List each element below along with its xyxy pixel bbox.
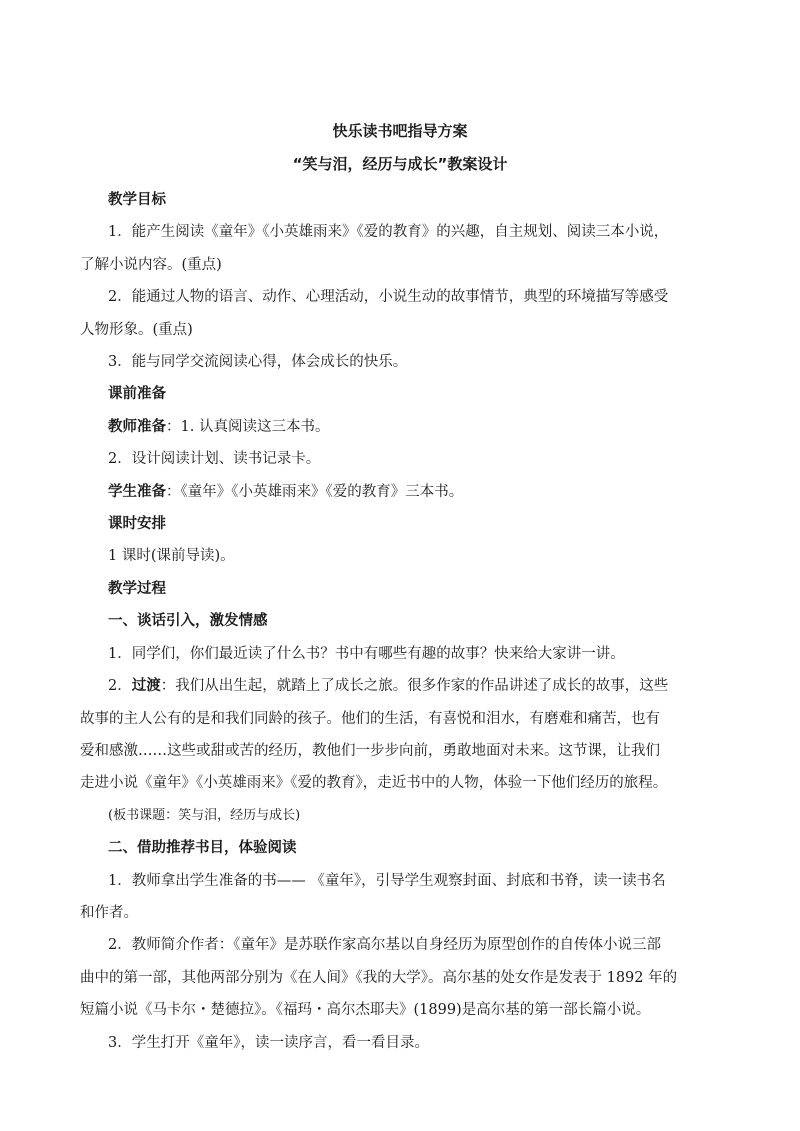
subheading-reading: 二、借助推荐书目，体验阅读: [108, 840, 297, 857]
process-2-line-1: [108, 670, 748, 702]
student-prep-text: ：《童年》《小英雄雨来》《爱的教育》三本书。: [166, 483, 464, 500]
reading-2-line-2: 曲中的第一部，其他两部分别为《在人间》《我的大学》。高尔基的处女作是发表于 1892 年的: [80, 969, 678, 986]
reading-2-line-3: 短篇小说《马卡尔・楚德拉》。《福玛・高尔杰耶夫》(1899)是高尔基的第一部长篇小说。: [80, 1002, 651, 1019]
heading-teaching-goals: 教学目标: [108, 192, 166, 208]
teacher-prep-2: 2．设计阅读计划、读书记录卡。: [108, 451, 321, 468]
board-title-note: (板书课题：笑与泪，经历与成长): [108, 807, 301, 823]
schedule-text: 1 课时(课前导读)。: [108, 548, 235, 565]
goal-2-line-2: 人物形象。(重点): [80, 321, 193, 338]
teacher-prep-label: 教师准备: [108, 418, 166, 435]
process-2-line-2: 故事的主人公有的是和我们同龄的孩子。他们的生活，有喜悦和泪水，有磨难和痛苦，也有: [80, 710, 660, 727]
process-2-line-3: 爱和感激……这些或甜或苦的经历，教他们一步步向前，勇敢地面对未来。这节课，让我们: [80, 742, 660, 759]
heading-schedule: 课时安排: [108, 516, 166, 533]
heading-preparation: 课前准备: [108, 386, 166, 403]
subheading-intro: 一、谈话引入，激发情感: [108, 613, 268, 630]
doc-body: [80, 184, 748, 1059]
doc-subtitle: “笑与泪，经历与成长”教案设计: [292, 155, 508, 173]
reading-2-line-1: 2．教师简介作者：《童年》是苏联作家高尔基以自身经历为原型创作的自传体小说三部: [108, 937, 661, 954]
student-prep-label: 学生准备: [108, 483, 166, 500]
reading-1-line-1: 1．教师拿出学生准备的书—— 《童年》，引导学生观察封面、封底和书脊，读一读书名: [108, 872, 666, 889]
transition-label: 过渡: [131, 678, 161, 695]
goal-1-line-2: 了解小说内容。(重点): [80, 256, 222, 273]
process-1: 1．同学们，你们最近读了什么书？书中有哪些有趣的故事？快来给大家讲一讲。: [108, 645, 625, 662]
reading-1-line-2: 和作者。: [80, 904, 138, 921]
goal-2-line-1: 2．能通过人物的语言、动作、心理活动，小说生动的故事情节，典型的环境描写等感受: [108, 289, 669, 306]
student-prep: [108, 476, 748, 508]
goal-3: 3．能与同学交流阅读心得，体会成长的快乐。: [108, 354, 408, 371]
process-2-line-4: 走进小说《童年》《小英雄雨来》《爱的教育》，走近书中的人物，体验一下他们经历的旅程。: [80, 775, 668, 792]
doc-title: 快乐读书吧指导方案: [332, 122, 468, 140]
teacher-prep: [108, 411, 748, 443]
process-2-text: ：我们从出生起，就踏上了成长之旅。很多作家的作品讲述了成长的故事，这些: [160, 678, 669, 695]
heading-process: 教学过程: [108, 580, 166, 597]
goal-1-line-1: 1．能产生阅读《童年》《小英雄雨来》《爱的教育》的兴趣，自主规划、阅读三本小说，: [108, 224, 669, 241]
teacher-prep-text: ：1. 认真阅读这三本书。: [166, 418, 330, 435]
reading-3: 3．学生打开《童年》，读一读序言，看一看目录。: [108, 1034, 429, 1051]
process-2-number: 2．: [108, 678, 132, 695]
